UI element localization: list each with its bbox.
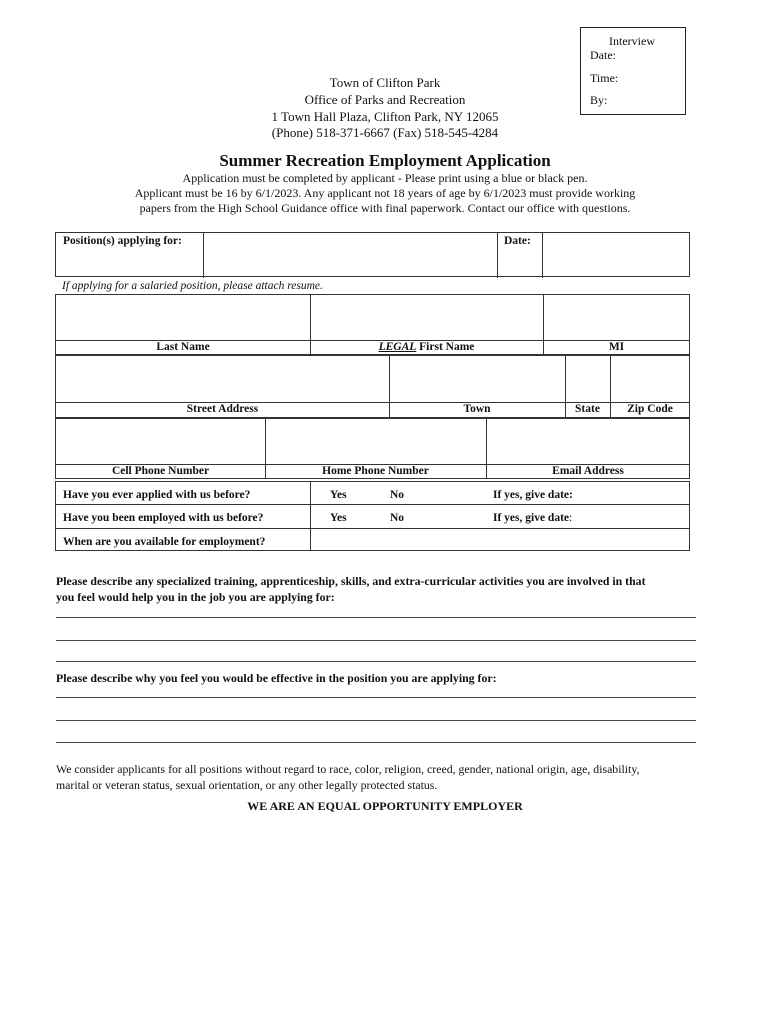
date-label: Date:: [504, 235, 531, 247]
salaried-note: If applying for a salaried position, please attach resume.: [62, 280, 323, 292]
town-input[interactable]: [391, 357, 564, 401]
home-phone-input[interactable]: [267, 420, 485, 463]
zip-label: Zip Code: [627, 403, 673, 415]
email-label: Email Address: [552, 465, 624, 477]
office-name: Office of Parks and Recreation: [304, 92, 466, 107]
employed-no-option[interactable]: No: [390, 512, 405, 524]
interview-title: Interview: [609, 34, 655, 48]
employed-question: Have you been employed with us before?: [63, 512, 264, 524]
name-block: [55, 294, 690, 355]
training-answer-line-2[interactable]: [56, 640, 696, 641]
office-address: 1 Town Hall Plaza, Clifton Park, NY 12065: [271, 109, 499, 124]
employed-date-label: If yes, give date:: [493, 512, 573, 524]
eeo-heading: WE ARE AN EQUAL OPPORTUNITY EMPLOYER: [247, 799, 523, 813]
position-row: [55, 232, 690, 277]
applied-date-label: If yes, give date:: [493, 489, 573, 501]
first-name-input[interactable]: [312, 296, 542, 339]
street-input[interactable]: [57, 357, 388, 401]
applied-date-input[interactable]: [586, 484, 686, 502]
home-phone-label: Home Phone Number: [322, 465, 429, 477]
training-prompt: Please describe any specialized training, apprenticeship, skills, and extra-curricular activities you are involved in that you feel would help you in the job you are applying for:: [56, 574, 646, 604]
last-name-label: Last Name: [156, 341, 210, 353]
instruction-line-1: Application must be completed by applicant - Please print using a blue or black pen.: [182, 171, 588, 185]
effective-answer-line-3[interactable]: [56, 742, 696, 743]
date-input[interactable]: [543, 233, 689, 276]
address-block: [55, 355, 690, 418]
first-name-text: First Name: [416, 341, 475, 353]
cell-phone-label: Cell Phone Number: [111, 465, 210, 477]
last-name-input[interactable]: [57, 296, 309, 339]
instruction-line-3: papers from the High School Guidance office with final paperwork. Contact our office with questions.: [139, 201, 631, 215]
zip-input[interactable]: [612, 357, 689, 401]
applied-yes-option[interactable]: Yes: [330, 489, 347, 501]
employed-yes-option[interactable]: Yes: [330, 512, 347, 524]
questions-block: [55, 481, 690, 551]
instruction-line-2: Applicant must be 16 by 6/1/2023. Any applicant not 18 years of age by 6/1/2023 must provide working: [134, 186, 636, 200]
cell-phone-input[interactable]: [57, 420, 264, 463]
interview-by-label: By:: [590, 93, 608, 107]
state-input[interactable]: [567, 357, 609, 401]
effective-answer-line-1[interactable]: [56, 697, 696, 698]
interview-date-label: Date:: [590, 48, 616, 62]
availability-question: When are you available for employment?: [63, 536, 266, 548]
mi-input[interactable]: [545, 296, 689, 339]
applied-question: Have you ever applied with us before?: [63, 489, 251, 501]
applied-no-option[interactable]: No: [390, 489, 405, 501]
legal-label: LEGAL: [378, 341, 417, 353]
page-title: Summer Recreation Employment Application: [219, 151, 551, 170]
org-name: Town of Clifton Park: [329, 75, 441, 90]
availability-input[interactable]: [312, 530, 689, 550]
town-label: Town: [463, 403, 491, 415]
email-input[interactable]: [488, 420, 689, 463]
first-name-label: [310, 341, 543, 353]
state-label: State: [575, 403, 600, 415]
street-label: Street Address: [186, 403, 259, 415]
office-phone: (Phone) 518-371-6667 (Fax) 518-545-4284: [271, 125, 499, 140]
position-input[interactable]: [204, 233, 496, 276]
employed-date-input[interactable]: [586, 507, 686, 525]
phone-block: [55, 418, 690, 479]
effective-prompt: Please describe why you feel you would be effective in the position you are applying for:: [56, 671, 497, 685]
effective-answer-line-2[interactable]: [56, 720, 696, 721]
mi-label: MI: [608, 341, 625, 353]
training-answer-line-1[interactable]: [56, 617, 696, 618]
interview-time-label: Time:: [590, 71, 619, 85]
eeo-statement: We consider applicants for all positions without regard to race, color, religion, creed, gender, national origin, age, disability, marital or veteran status, sexual orientation, or any other legally protected status.: [56, 762, 640, 792]
position-label: Position(s) applying for:: [63, 235, 182, 247]
training-answer-line-3[interactable]: [56, 661, 696, 662]
